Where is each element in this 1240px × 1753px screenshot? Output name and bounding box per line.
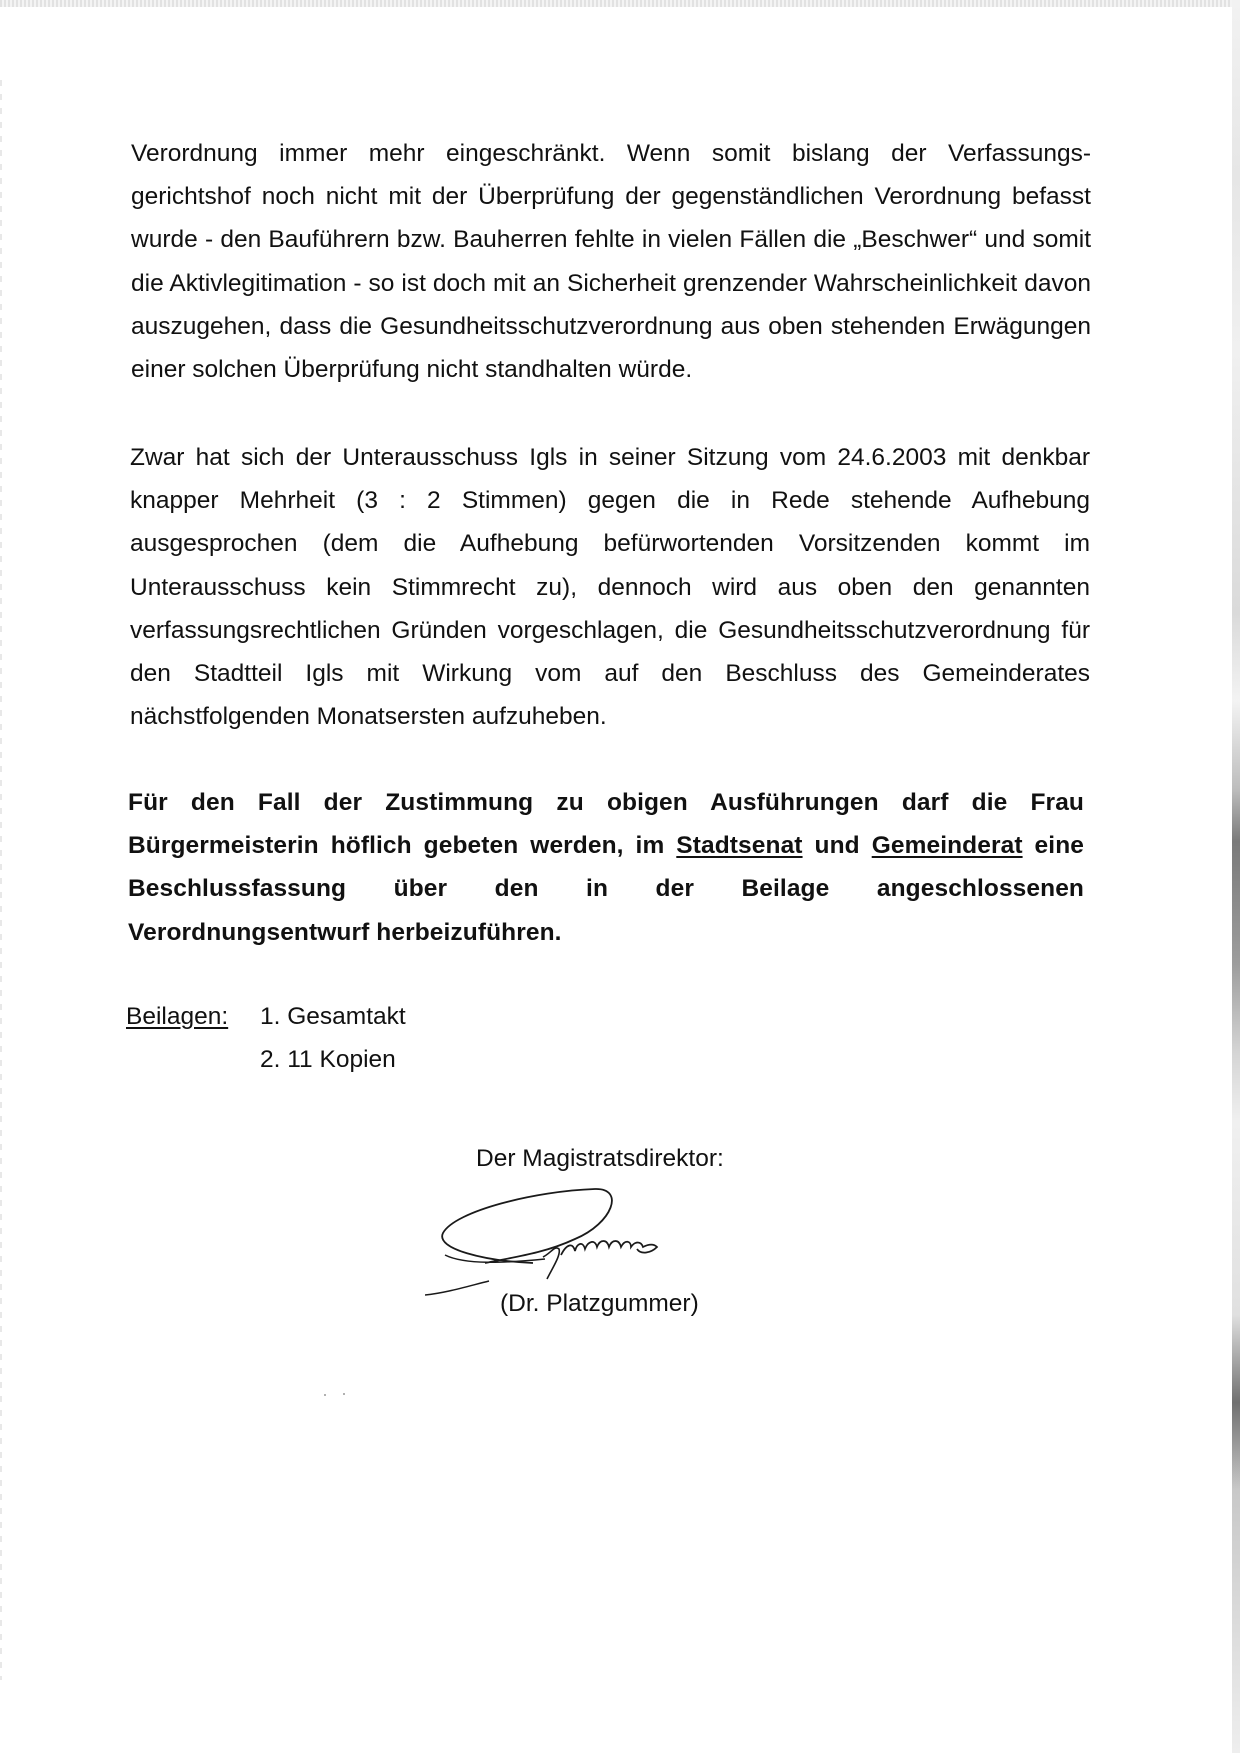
scan-edge-left [0,80,2,1680]
paragraph-legal-review: Verordnung immer mehr eingeschränkt. Wenn somit bislang der Verfassungs-gerichtshof noch nicht mit der Überprüfung der gegenständlichen Verordnung befasst wurde - den Bauführern bzw. Bauherren fehlte in vielen Fällen die „Beschwer“ und somit die Aktivlegitimation - so ist doch mit an Sicherheit grenzender Wahrscheinlichkeit davon auszugehen, dass die Gesundheitsschutzverordnung aus oben stehenden Erwägungen einer solchen Überprüfung nicht standhalten würde. [131,140,1091,384]
stadtsenat-term: Stadtsenat [676,832,803,860]
scan-edge-right [1232,0,1240,1753]
attachment-item: 2. 11 Kopien [260,1046,396,1073]
request-text-part3: eine Beschlussfassung über den in der Beilage angeschlossenen Verordnungsentwurf herbeizuführen. [128,832,1084,946]
attachment-item: 1. Gesamtakt [260,1003,406,1030]
signatory-name: (Dr. Platzgummer) [500,1290,699,1317]
scan-specks [322,1392,352,1398]
gemeinderat-term: Gemeinderat [871,832,1023,860]
attachments-label: Beilagen: [126,1003,229,1030]
request-text-part2: und [802,832,872,860]
paragraph-request [128,781,1084,954]
paragraph-subcommittee: Zwar hat sich der Unterausschuss Igls in seiner Sitzung vom 24.6.2003 mit denkbar knapper Mehrheit (3 : 2 Stimmen) gegen die in Rede stehende Aufhebung ausgesprochen (dem die Aufhebung befürwortenden Vorsitzenden kommt im Unterausschuss kein Stimmrecht zu), dennoch wird aus oben den genannten verfassungsrechtlichen Gründen vorgeschlagen, die Gesundheitsschutzverordnung für den Stadtteil Igls mit Wirkung vom auf den Beschluss des Gemeinderates nächstfolgenden Monatsersten aufzuheben. [130,444,1090,731]
signature-title: Der Magistratsdirektor: [476,1145,724,1172]
request-text-part1: Für den Fall der Zustimmung zu obigen Ausführungen darf die Frau Bürgermeisterin höflich gebeten werden, im [128,789,1084,860]
scan-edge-top [0,0,1240,7]
